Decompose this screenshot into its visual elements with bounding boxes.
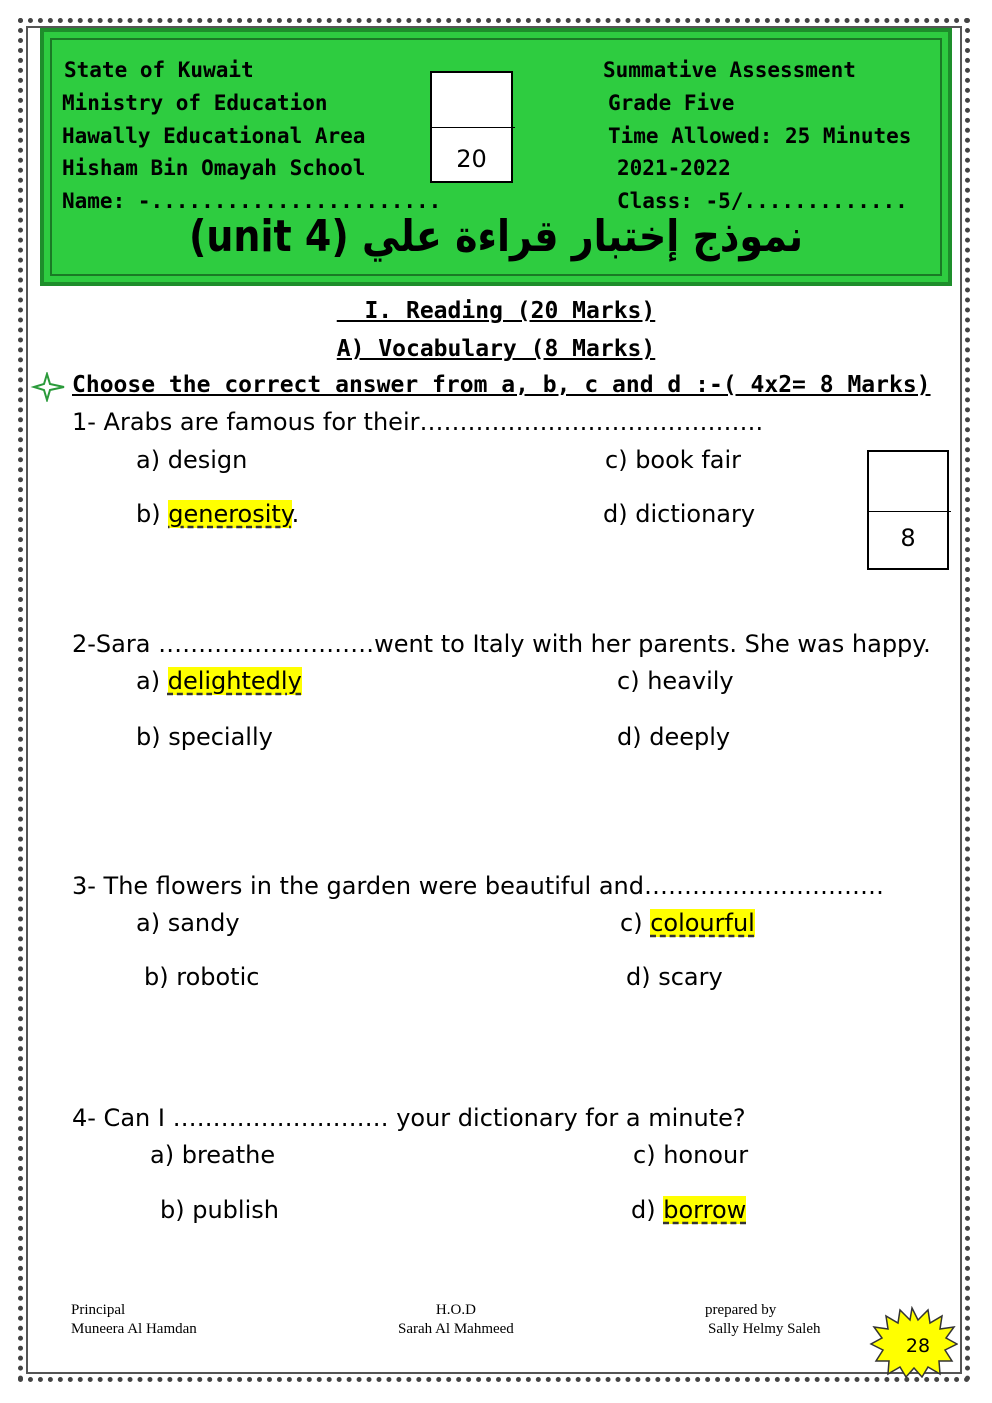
sparkle-icon	[30, 372, 66, 402]
q2-option-b[interactable]: b) specially	[136, 723, 273, 751]
q2-option-a[interactable]: a) delightedly	[136, 667, 302, 695]
highlighted-answer: borrow	[663, 1196, 747, 1224]
question-4: 4- Can I ……………………… your dictionary for a minute?	[72, 1104, 746, 1132]
highlighted-answer: generosity	[168, 500, 292, 528]
q3-option-d[interactable]: d) scary	[626, 963, 723, 991]
q4-option-d[interactable]: d) borrow	[631, 1196, 747, 1224]
footer-hod: H.O.D Sarah Al Mahmeed	[398, 1302, 514, 1337]
instruction: Choose the correct answer from a, b, c and d :-( 4x2= 8 Marks)	[72, 372, 931, 398]
q4-option-c[interactable]: c) honour	[633, 1141, 749, 1169]
header-time: Time Allowed: 25 Minutes	[608, 124, 912, 148]
q3-option-c[interactable]: c) colourful	[620, 909, 755, 937]
q4-option-a[interactable]: a) breathe	[150, 1141, 276, 1169]
footer-prepared-by: prepared by Sally Helmy Saleh	[705, 1302, 821, 1337]
section-score-box	[867, 450, 949, 570]
highlighted-answer: delightedly	[167, 667, 302, 695]
header-grade: Grade Five	[608, 91, 735, 115]
section-score: 8	[900, 524, 916, 552]
question-2: 2-Sara ………………………went to Italy with her parents. She was happy.	[72, 630, 931, 658]
header-name-field[interactable]: Name: -.......................	[62, 189, 442, 213]
q3-option-b[interactable]: b) robotic	[144, 963, 260, 991]
q4-option-b[interactable]: b) publish	[160, 1196, 279, 1224]
section-title: I. Reading (20 Marks)	[336, 298, 656, 324]
header-class-field[interactable]: Class: -5/.............	[617, 189, 908, 213]
header-year: 2021-2022	[617, 156, 731, 180]
header-state: State of Kuwait	[64, 58, 254, 82]
q1-option-a[interactable]: a) design	[136, 446, 248, 474]
header-school: Hisham Bin Omayah School	[62, 156, 366, 180]
header-ministry: Ministry of Education	[62, 91, 328, 115]
arabic-title: نموذج إختبار قراءة علي (unit 4)	[189, 210, 803, 262]
footer-principal: Principal Muneera Al Hamdan	[71, 1302, 197, 1337]
question-1: 1- Arabs are famous for their…………………………………….	[72, 408, 764, 436]
page-number: 28	[905, 1335, 931, 1357]
header-area: Hawally Educational Area	[62, 124, 366, 148]
q2-option-c[interactable]: c) heavily	[617, 667, 734, 695]
q2-option-d[interactable]: d) deeply	[617, 723, 731, 751]
q3-option-a[interactable]: a) sandy	[136, 909, 240, 937]
question-3: 3- The flowers in the garden were beautiful and…………………………	[72, 872, 885, 900]
subsection-title: A) Vocabulary (8 Marks)	[336, 336, 656, 362]
q1-option-d[interactable]: d) dictionary	[603, 500, 756, 528]
header-assessment: Summative Assessment	[603, 58, 856, 82]
page-number-badge	[866, 1306, 958, 1378]
highlighted-answer: colourful	[650, 909, 755, 937]
q1-option-c[interactable]: c) book fair	[605, 446, 742, 474]
total-score: 20	[456, 145, 487, 173]
total-score-box	[430, 71, 513, 183]
q1-option-b[interactable]: b) generosity.	[136, 500, 300, 528]
